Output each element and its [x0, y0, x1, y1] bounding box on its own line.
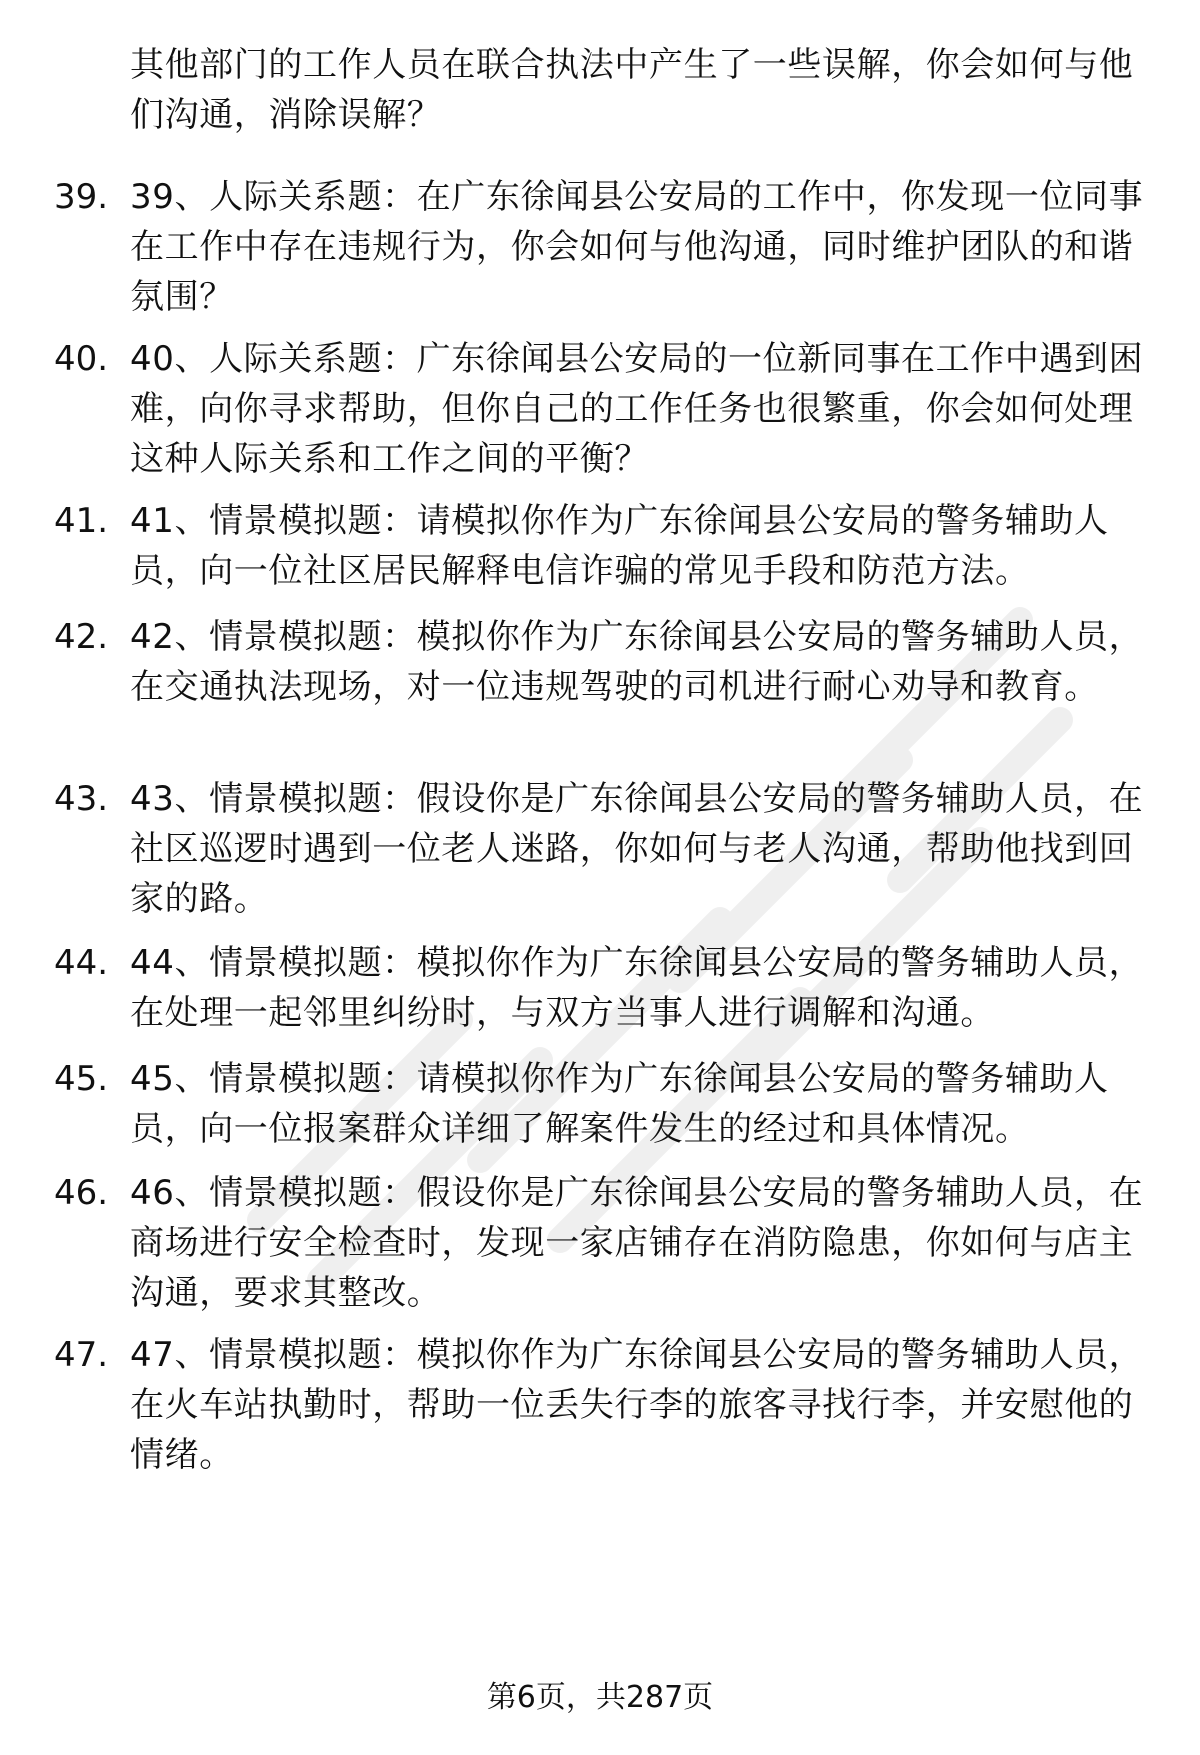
item-text: 44、情景模拟题：模拟你作为广东徐闻县公安局的警务辅助人员，在处理一起邻里纠纷时，与双方当事人进行调解和沟通。 — [130, 943, 1144, 1033]
item-text: 43、情景模拟题：假设你是广东徐闻县公安局的警务辅助人员，在社区巡逻时遇到一位老人迷路，你如何与老人沟通，帮助他找到回家的路。 — [130, 779, 1144, 919]
item-number: 40. — [54, 339, 109, 379]
item-text: 47、情景模拟题：模拟你作为广东徐闻县公安局的警务辅助人员，在火车站执勤时，帮助一位丢失行李的旅客寻找行李，并安慰他的情绪。 — [130, 1335, 1144, 1475]
item-number: 41. — [54, 501, 109, 541]
continuation-paragraph: 其他部门的工作人员在联合执法中产生了一些误解，你会如何与他们沟通，消除误解？ — [130, 45, 1134, 135]
item-text: 39、人际关系题：在广东徐闻县公安局的工作中，你发现一位同事在工作中存在违规行为，你会如何与他沟通，同时维护团队的和谐氛围？ — [130, 177, 1144, 317]
item-text: 46、情景模拟题：假设你是广东徐闻县公安局的警务辅助人员，在商场进行安全检查时，发现一家店铺存在消防隐患，你如何与店主沟通，要求其整改。 — [130, 1173, 1144, 1313]
item-text: 40、人际关系题：广东徐闻县公安局的一位新同事在工作中遇到困难，向你寻求帮助，但你自己的工作任务也很繁重，你会如何处理这种人际关系和工作之间的平衡？ — [130, 339, 1144, 479]
item-text: 41、情景模拟题：请模拟你作为广东徐闻县公安局的警务辅助人员，向一位社区居民解释电信诈骗的常见手段和防范方法。 — [130, 501, 1109, 591]
item-text: 42、情景模拟题：模拟你作为广东徐闻县公安局的警务辅助人员，在交通执法现场，对一位违规驾驶的司机进行耐心劝导和教育。 — [130, 617, 1144, 707]
item-number: 47. — [54, 1335, 109, 1375]
item-number: 42. — [54, 617, 109, 657]
item-number: 44. — [54, 943, 109, 983]
page-footer: 第6页，共287页 — [486, 1680, 714, 1715]
item-number: 45. — [54, 1059, 109, 1099]
item-text: 45、情景模拟题：请模拟你作为广东徐闻县公安局的警务辅助人员，向一位报案群众详细了解案件发生的经过和具体情况。 — [130, 1059, 1109, 1149]
item-number: 43. — [54, 779, 109, 819]
item-number: 39. — [54, 177, 109, 217]
item-number: 46. — [54, 1173, 109, 1213]
